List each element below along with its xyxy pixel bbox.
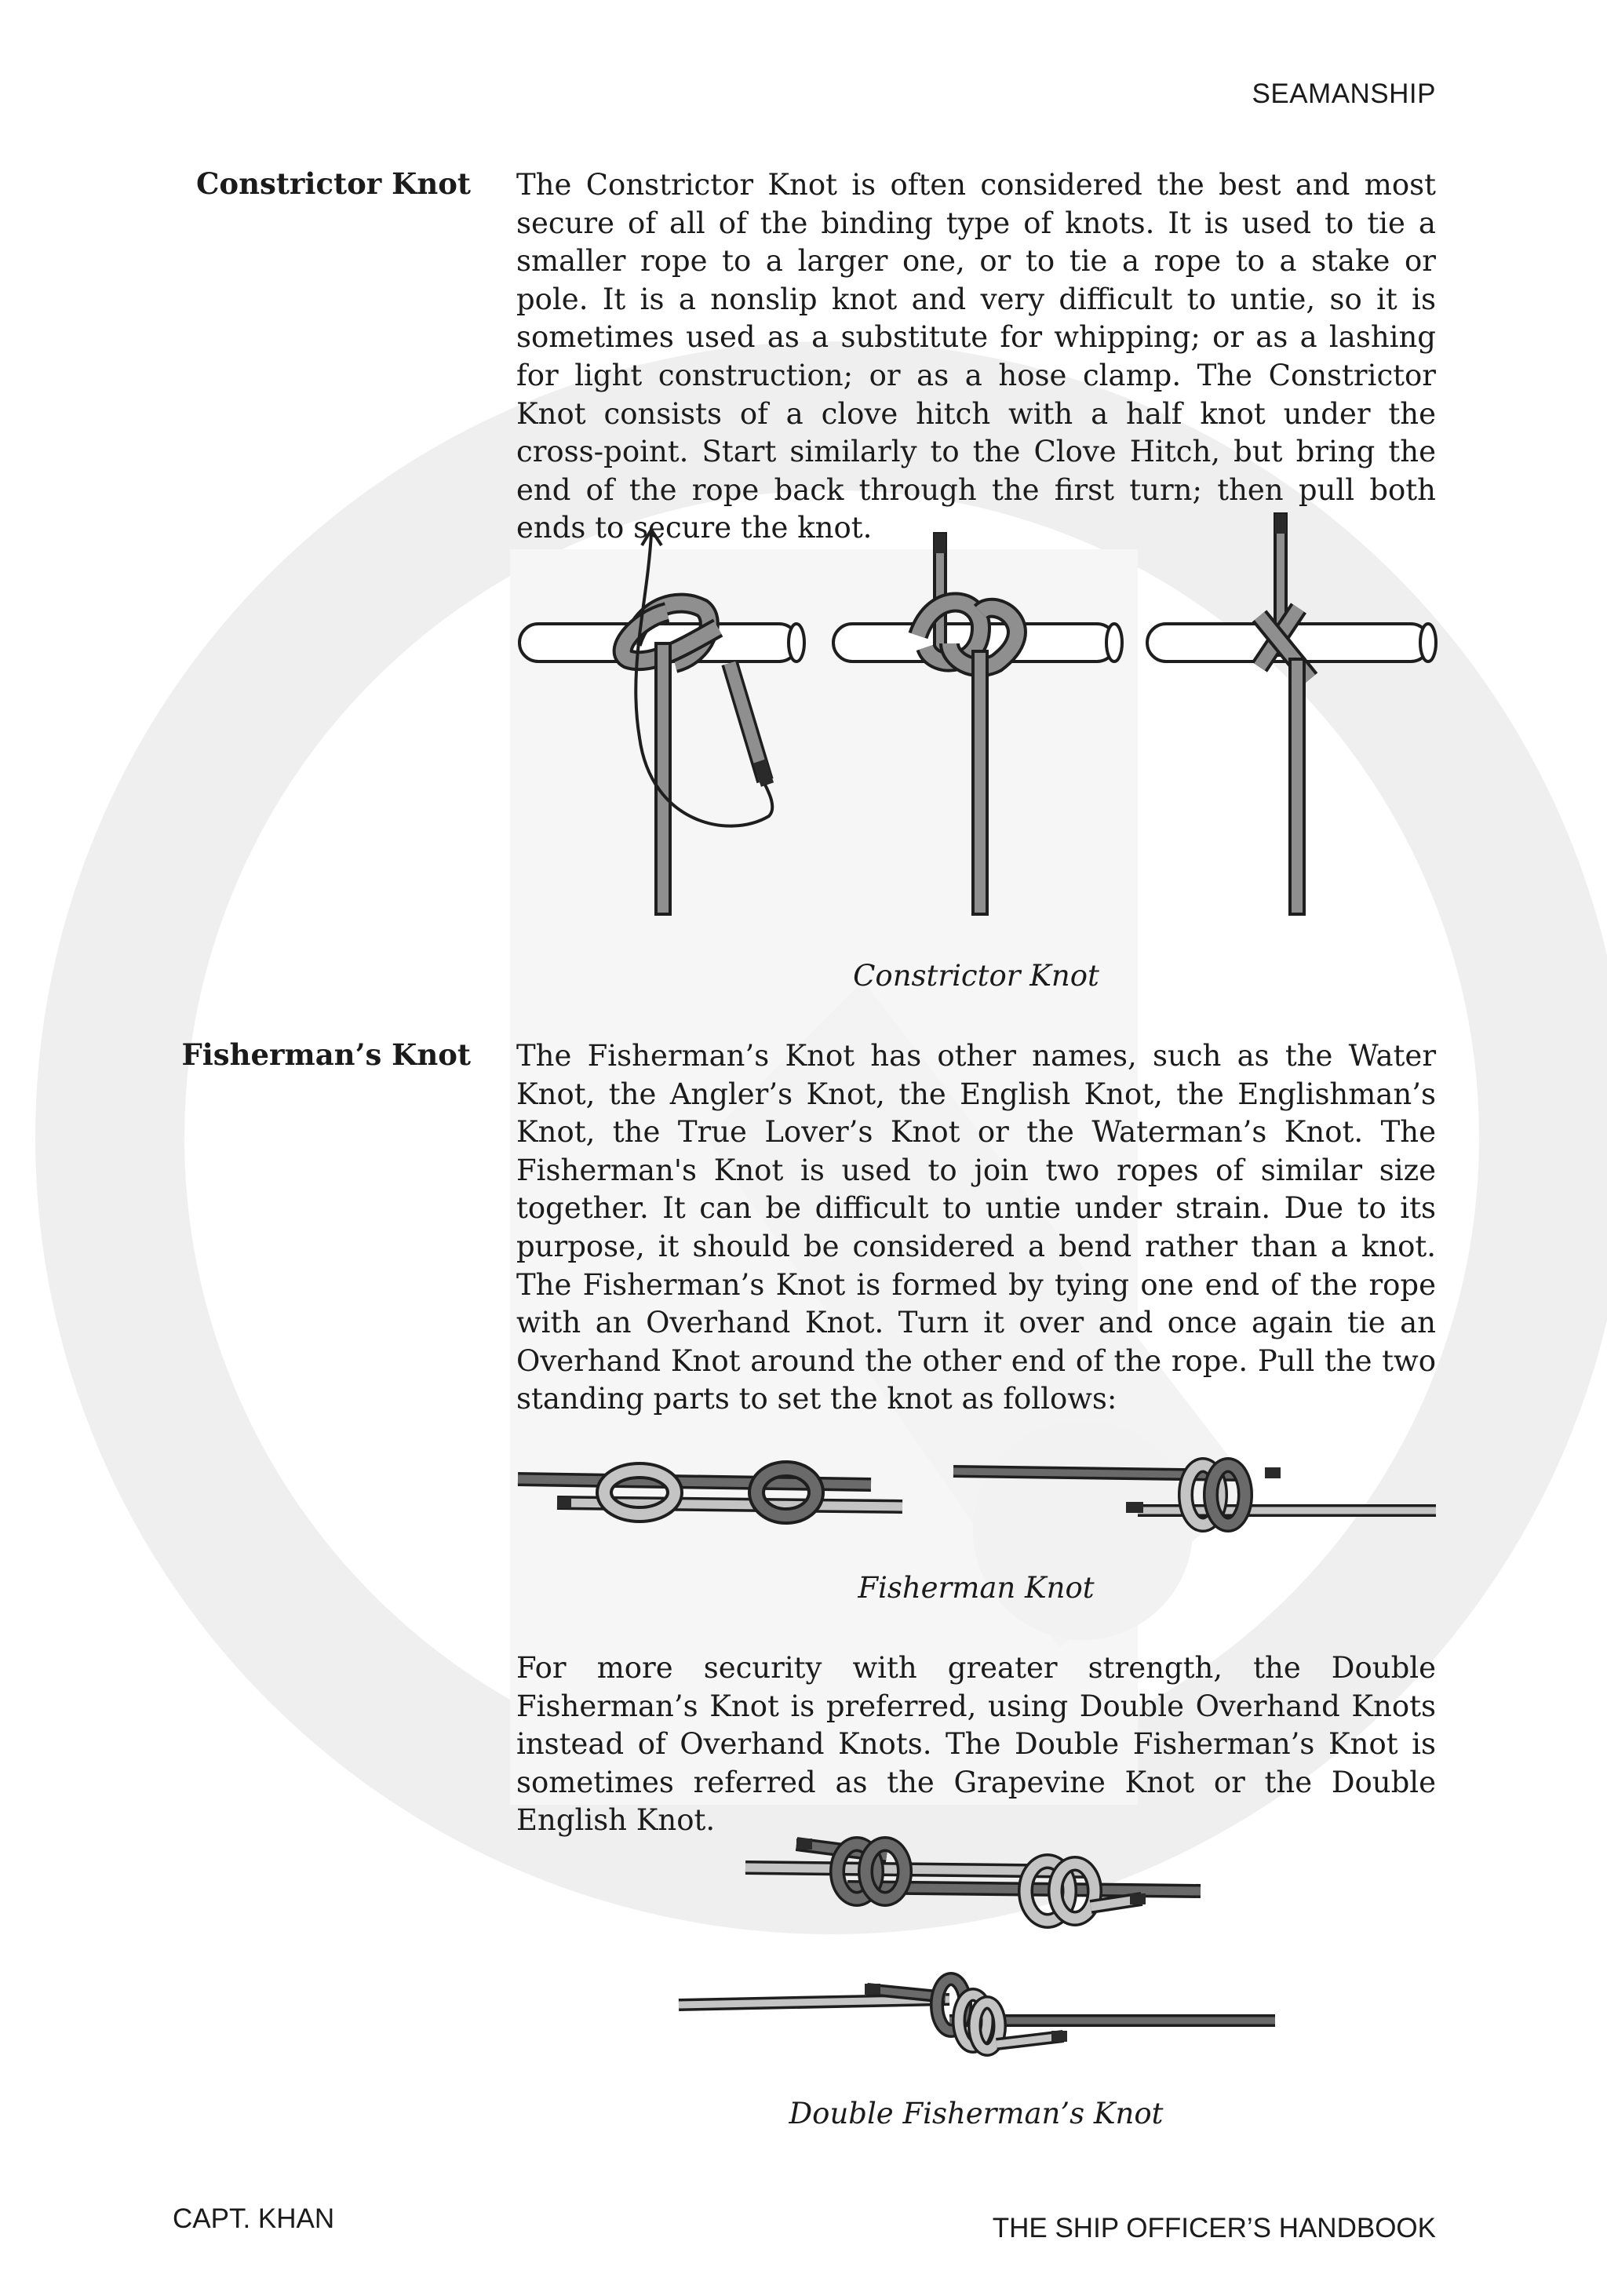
- running-header: SEAMANSHIP: [1252, 78, 1436, 109]
- double-fisherman-set: [679, 1979, 1275, 2050]
- fisherman-paragraph: The Fisherman’s Knot has other names, such as the Water Knot, the Angler’s Knot, the English Knot, the Englishman’s Knot, the True Lover’s Knot or the Waterman’s Knot. The Fisherman's Knot is used to join two ropes of similar size together. It can be difficult to untie under strain. Due to its purpose, it should be considered a bend rather than a knot. The Fisherman’s Knot is formed by tying one end of the rope with an Overhand Knot. Turn it over and once again tie an Overhand Knot around the other end of the rope. Pull the two standing parts to set the knot as follows:: [516, 1039, 1436, 1416]
- constrictor-step-1: [519, 530, 804, 914]
- double-fisherman-paragraph: For more security with greater strength, the Double Fisherman’s Knot is preferred, using Double Overhand Knots instead of Overhand Knots. The Double Fisherman’s Knot is sometimes referred as the Grapevine Knot or the Double English Knot.: [516, 1651, 1436, 1838]
- constrictor-step-2: [833, 534, 1122, 914]
- fisherman-heading: Fisherman’s Knot: [181, 1037, 471, 1072]
- constrictor-caption: Constrictor Knot: [853, 959, 1099, 993]
- fisherman-knot-illustration: [510, 1444, 1444, 1546]
- constrictor-step-3: [1147, 514, 1436, 914]
- constrictor-knot-illustration: [510, 510, 1444, 926]
- double-fisherman-caption: Double Fisherman’s Knot: [789, 2097, 1164, 2130]
- constrictor-heading: Constrictor Knot: [195, 166, 471, 201]
- footer-author: CAPT. KHAN: [173, 2203, 335, 2234]
- double-fisherman-knot-illustration: [667, 1820, 1287, 2072]
- footer-book-title: THE SHIP OFFICER’S HANDBOOK: [992, 2213, 1436, 2243]
- fisherman-set: [953, 1465, 1436, 1525]
- fisherman-caption: Fisherman Knot: [858, 1571, 1095, 1605]
- constrictor-paragraph: The Constrictor Knot is often considered the best and most secure of all of the binding type of knots. It is used to tie a smaller rope to a larger one, or to tie a rope to a stake or pole. It is a nonslip knot and very difficult to untie, so it is sometimes used as a substitute for whipping; or as a lashing for light construction; or as a hose clamp. The Constrictor Knot consists of a clove hitch with a half knot under the cross-point. Start similarly to the Clove Hitch, but bring the end of the rope back through the first turn; then pull both ends to secure the knot.: [516, 168, 1436, 545]
- double-fisherman-loose: [745, 1839, 1201, 1921]
- fisherman-loose: [518, 1469, 902, 1516]
